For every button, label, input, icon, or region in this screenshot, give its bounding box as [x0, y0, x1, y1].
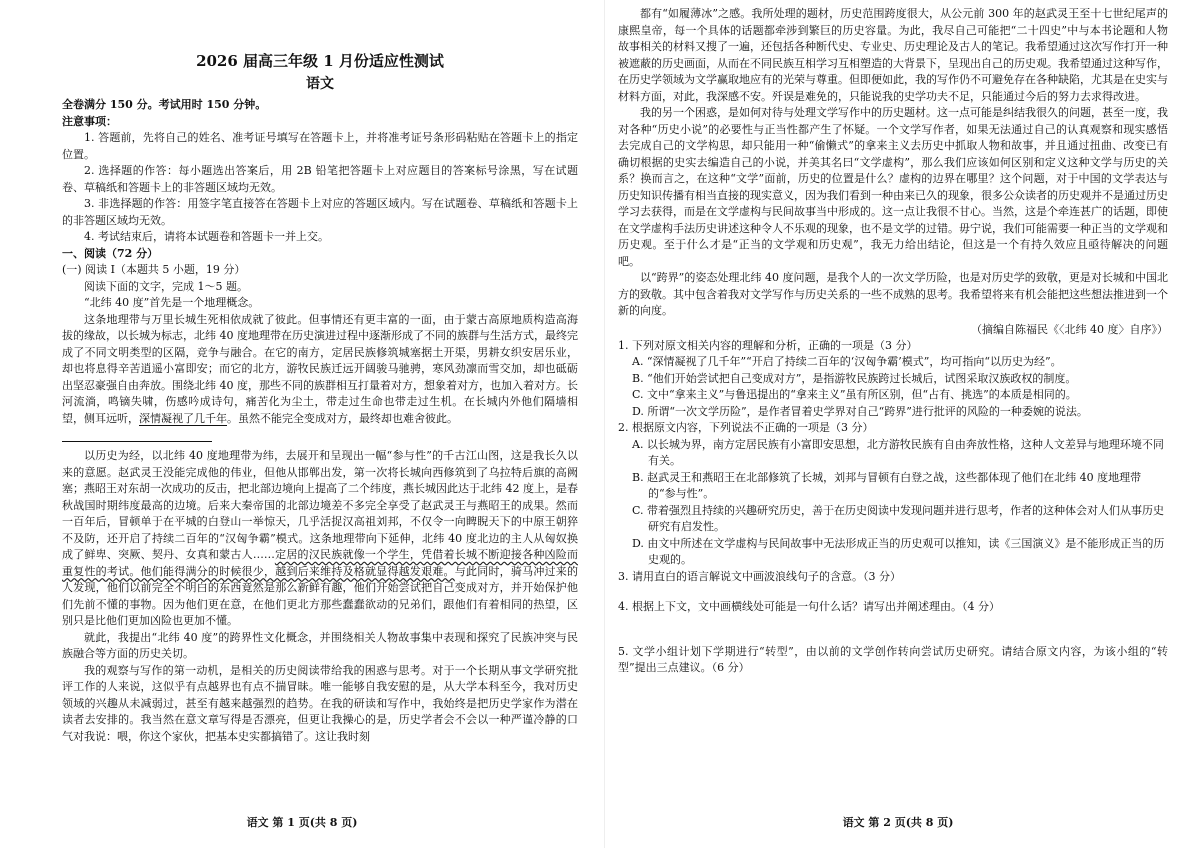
- question-1: 1. 下列对原文相关内容的理解和分析，正确的一项是（3 分）: [618, 338, 918, 352]
- notice-item: 3. 非选择题的作答：用签字笔直接答在答题卡上对应的答题区域内。写在试题卷、草稿纸和答题卡上的非答题区域均无效。: [62, 197, 578, 227]
- exam-title: 2026 届高三年级 1 月份适应性测试: [196, 52, 444, 70]
- page-footer: 语文 第 2 页(共 8 页): [842, 816, 954, 829]
- passage-opening: “北纬 40 度”首先是一个地理概念。: [84, 296, 260, 309]
- question-5: 5. 文学小组计划下学期进行“转型”，由以前的文学创作转向尝试历史研究。请结合原文内容，为该小组的“转型”提出三点建议。（6 分）: [618, 644, 1168, 674]
- passage-paragraph: [62, 312, 578, 428]
- question-4: 4. 根据上下文，文中画横线处可能是一句什么话？请写出并阐述理由。（4 分）: [618, 600, 1000, 613]
- subject-title: 语文: [306, 76, 334, 92]
- page-2: [608, 0, 1188, 848]
- section-heading: 一、阅读（72 分）: [62, 246, 159, 260]
- q1-option-d: D. 所谓“一次文学历险”，是作者冒着史学界对自己“跨界”进行批评的风险的一种委婉的说法。: [632, 404, 1088, 418]
- paragraph-text: 这条地理带与万里长城生死相依成就了彼此。但事情还有更丰富的一面，由于蒙古高原地质构造高海拔的缘故，以长城为标志，北纬 40 度地理带在历史演进过程中逐渐形成了不同的族群与生活方式，最终完成了不同文明类型的区隔，竞争与融合。在它的南方，定居民族修筑城塞据土开渠，男耕女织安居乐业，却也将息得辛苦逍遥小富即安；而它的北方，游牧民族迁远开阔骏马驰骋，寒风劲凛而雪交加，却也砥砺出坚忍豪强自由奔放。围绕北纬 40 度，那些不同的族群相互打量着对方，想象着对方，也加入着对方。长河流淌，鸣镝失啸，伤感吟成诗句，痛苦化为尘土，带走过生命也带走过生机。在长城内外他们隔墙相望，侧耳远听，: [62, 312, 578, 425]
- answer-space: [618, 585, 1168, 599]
- q1-option-b: B. “他们开始尝试把自己变成对方”，是指游牧民族跨过长城后，试图采取汉族政权的制度。: [632, 371, 1077, 385]
- passage-source: （摘编自陈福民《〈北纬 40 度〉自序》）: [971, 322, 1168, 336]
- notice-item: 2. 选择题的作答：每小题选出答案后，用 2B 铅笔把答题卡上对应题目的答案标号涂黑，写在试题卷、草稿纸和答题卡上的非答题区域均无效。: [62, 164, 578, 194]
- question-2: 2. 根据原文内容，下列说法不正确的一项是（3 分）: [618, 421, 874, 434]
- q1-option-a: A. “深情凝视了几千年”“开启了持续二百年的‘汉匈争霸’模式”，均可指向“以历史为经”。: [632, 355, 1062, 368]
- question-3: 3. 请用直白的语言解说文中画波浪线句子的含意。（3 分）: [618, 569, 901, 583]
- passage-paragraph: 我的另一个困惑，是如何对待与处理文学写作中的历史题材。这一点可能是纠结我很久的问题，甚至一度，我对各种“历史小说”的必要性与正当性都产生了怀疑。一个文学写作者，如果无法通过自己的认真观察和现实感悟去完成自己的文学构思，却只能用一种“偷懒式”的拿来主义去历史中抓取人物和故事，并且通过扭曲、改变已有确切根据的史实去编造自己的小说，并美其名曰“文学虚构”，那么我们应该如何区别和定义这种文学与历史的关系？换而言之，在这种“文学”面前，历史的位置是什么？虚构的边界在哪里？这个问题，对于中国的文学表达与历史知识传播有相当直接的现实意义，因为我们看到一种由来已久的现象，很多公众读者的历史观并不是通过历史学习去获得，而是在文学虚构与民间故事当中形成的。这一点让我很不甘心。当然，这是个牵连甚广的话题，即使在文学虚构手法历史讲述这种令人不乐观的现象，也不是文学的过错。毋宁说，我们可能需要一种正当的文学观和历史观。至于什么才是“正当的文学观和历史观”，我无力给出结论，但这是一个有持久效应且亟待解决的问题吧。: [618, 106, 1168, 268]
- page-fold-divider: [604, 0, 605, 848]
- page-1: [12, 0, 592, 848]
- notice-heading: 注意事项：: [62, 114, 117, 128]
- score-line: 全卷满分 150 分。考试用时 150 分钟。: [62, 98, 267, 111]
- underlined-phrase: 深情凝视了几千年: [139, 411, 227, 425]
- subsection-heading: (一) 阅读 Ⅰ（本题共 5 小题，19 分）: [62, 263, 246, 276]
- paragraph-text: 与此同时，骑马冲过来的人发现，他们以前完全不明白的东西竟然是那么新鲜有趣，他们开始尝试把自己变成对方，并开始保护他们先前不懂的事物。因为他们更在意，在他们更北方那些蠢蠢欲动的兄弟们，跟他们有着相同的热望，区别只是比他们更加凶险也更加不懂。: [62, 564, 579, 627]
- notice-item: 4. 考试结束后，请将本试题卷和答题卡一并上交。: [84, 230, 329, 243]
- notice-item: 1. 答题前，先将自己的姓名、准考证号填写在答题卡上，并将准考证号条形码粘贴在答题卡上的指定位置。: [62, 131, 578, 161]
- wavy-underlined-sentence: 定居的汉民族就像一个学生，凭借着长城不断迎接各种凶险而重复性的考试。他们能得满分的时候很少，越到后来维持及格就显得越发艰难。: [62, 548, 579, 578]
- q1-option-c: C. 文中“拿来主义”与鲁迅提出的“拿来主义”虽有所区别，但“占有、挑选”的本质是相同的。: [632, 388, 1077, 401]
- passage-paragraph: [62, 448, 578, 630]
- passage-paragraph: 就此，我提出“北纬 40 度”的跨界性文化概念，并围绕相关人物故事集中表现和探究了民族冲突与民族融合等方面的历史关切。: [62, 630, 578, 660]
- fill-in-blank-line: [62, 429, 212, 442]
- paragraph-text: 。虽然不能完全变成对方，最终却也难舍彼此。: [227, 411, 458, 425]
- paragraph-text: 以历史为经，以北纬 40 度地理带为纬，去展开和呈现出一幅“参与性”的千古江山图，这是我长久以来的意愿。赵武灵王没能完成他的伟业，但他从邯郸出发，第一次将长城向西修筑到了乌拉特后旗的高阙塞；燕昭王对东胡一次成功的反击，把北部边境向上提高了二个纬度，燕长城因此达于北纬 42 度上，是春秋战国时期纬度最高的边境。后来大秦帝国的北部边境差不多完全享受了赵武灵王与燕昭王的成果。然而一百年后，冒顿单于在平城的白登山一举惊天，几乎活捉汉高祖刘邦，不仅令一向睥睨天下的中原王朝猝不及防，还开启了持续二百年的“汉匈争霸”模式。这条地理带向下延伸，北纬 40 度北边的主人从匈奴换成了鲜卑、突厥、契丹、女真和蒙古人……: [62, 449, 578, 561]
- reading-instruction: 阅读下面的文字，完成 1～5 题。: [84, 279, 248, 293]
- q2-option-c: C. 带着强烈且持续的兴趣研究历史，善于在历史阅读中发现问题并进行思考，作者的这种体会对人们从事历史研究有启发性。: [632, 503, 1165, 533]
- q2-option-d: D. 由文中所述在文学虚构与民间故事中无法形成正当的历史观可以推知，读《三国演义》是不能形成正当的历史观的。: [632, 536, 1165, 566]
- passage-paragraph: 都有“如履薄冰”之感。我所处理的题材，历史范围跨度很大，从公元前 300 年的赵武灵王至十七世纪尾声的康熙皇帝，每一个具体的话题都牵涉到繁巨的历史容量。为此，我尽自己可能把“二十四史”中与本书论题和人物故事相关的材料又搜了一遍，还包括各种断代史、专业史、历史理论及古人的笔记。我希望通过这次写作打开一种被遮蔽的历史画面，从而在不同民族互相学习互相塑造的大背景下，呈现出自己的历史观。我希望通过这种写作，在历史学领域为文学赢取地应有的光荣与尊重。但即便如此，我的写作仍不可避免存在各种缺陷，尤其是在史实与材料方面，对此，我深感不安。歼误是难免的，只能说我的史学功夫不足，只能通过今后的努力去求得改进。: [618, 7, 1168, 103]
- q2-option-a: A. 以长城为界，南方定居民族有小富即安思想，北方游牧民族有自由奔放性格，这种人文差异与地理环境不同有关。: [632, 437, 1164, 467]
- passage-paragraph: 以“跨界”的姿态处理北纬 40 度问题，是我个人的一次文学历险，也是对历史学的致敬，更是对长城和中国北方的致敬。其中包含着我对文学写作与历史关系的一些不成熟的思考。我希望将来有机会能把这些想法推进到一个新的向度。: [618, 271, 1168, 317]
- answer-space: [618, 616, 1168, 644]
- page-footer: 语文 第 1 页(共 8 页): [246, 816, 358, 829]
- q2-option-b: B. 赵武灵王和燕昭王在北部修筑了长城，刘邦与冒顿有白登之战，这些都体现了他们在北纬 40 度地理带的“参与性”。: [632, 470, 1142, 500]
- passage-paragraph: 我的观察与写作的第一动机，是相关的历史阅读带给我的困惑与思考。对于一个长期从事文学研究批评工作的人来说，这似乎有点越界也有点不揣冒昧。唯一能够自我安慰的是，从大学本科至今，我对历史领域的兴趣从未减弱过，甚至有越来越强烈的趋势。在我的研读和写作中，我始终是把历史学家作为潜在读者去安排的。我当然在意文章写得是否漂亮，但更让我操心的是，历史学者会不会以一种严谨冷静的口气对我说：喂，你这个家伙，把基本史实都搞错了。这让我时刻: [62, 663, 578, 743]
